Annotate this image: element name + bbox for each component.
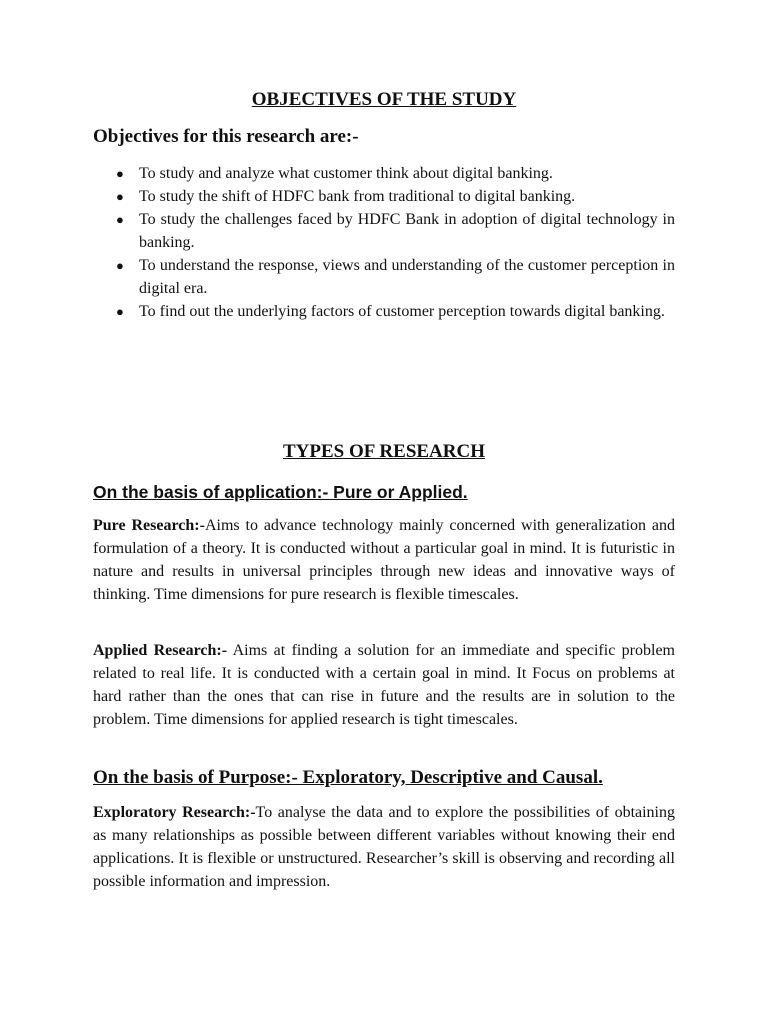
list-item: ● To study and analyze what customer think about digital banking. <box>93 162 675 185</box>
pure-research-paragraph <box>93 514 675 606</box>
bullet-icon: ● <box>116 258 124 273</box>
applied-research-paragraph <box>93 639 675 731</box>
exploratory-research-text: To analyse the data and to explore the possibilities of obtaining as many relationships as possible between different variables without knowing their end applications. It is flexible or unstructured. Researcher’s skill is observing and recording all possible information and impression. <box>93 804 676 890</box>
exploratory-research-paragraph <box>93 801 675 893</box>
bullet-icon: ● <box>116 189 124 204</box>
pure-research-text: Aims to advance technology mainly concerned with generalization and formulation of a theory. It is conducted without a particular goal in mind. It is futuristic in nature and results in universal principles through new ideas and innovative ways of thinking. Time dimensions for pure research is flexible timescales. <box>93 517 676 603</box>
list-item: ● To study the challenges faced by HDFC Bank in adoption of digital technology in banking. <box>93 208 675 254</box>
bullet-icon: ● <box>116 212 124 227</box>
objectives-subheading: Objectives for this research are:- <box>93 126 359 147</box>
types-heading: TYPES OF RESEARCH <box>283 441 485 462</box>
objectives-list <box>93 162 675 323</box>
basis-application-heading: On the basis of application:- Pure or Applied. <box>93 482 468 502</box>
list-item: ● To study the shift of HDFC bank from traditional to digital banking. <box>93 185 675 208</box>
pure-research-term: Pure Research:- <box>93 517 205 534</box>
bullet-icon: ● <box>116 166 124 181</box>
exploratory-research-term: Exploratory Research:- <box>93 804 256 821</box>
basis-purpose-heading: On the basis of Purpose:- Exploratory, Descriptive and Causal. <box>93 767 603 788</box>
list-item: ● To find out the underlying factors of customer perception towards digital banking. <box>93 300 675 323</box>
list-item: ● To understand the response, views and understanding of the customer perception in digital era. <box>93 254 675 300</box>
objectives-heading: OBJECTIVES OF THE STUDY <box>251 89 517 110</box>
applied-research-text: Aims at finding a solution for an immediate and specific problem related to real life. It is conducted with a certain goal in mind. It Focus on problems at hard rather than the ones that can rise in future and the results are in solution to the problem. Time dimensions for applied research is tight timescales. <box>93 642 675 728</box>
bullet-icon: ● <box>116 304 124 319</box>
applied-research-term: Applied Research:- <box>93 642 228 659</box>
